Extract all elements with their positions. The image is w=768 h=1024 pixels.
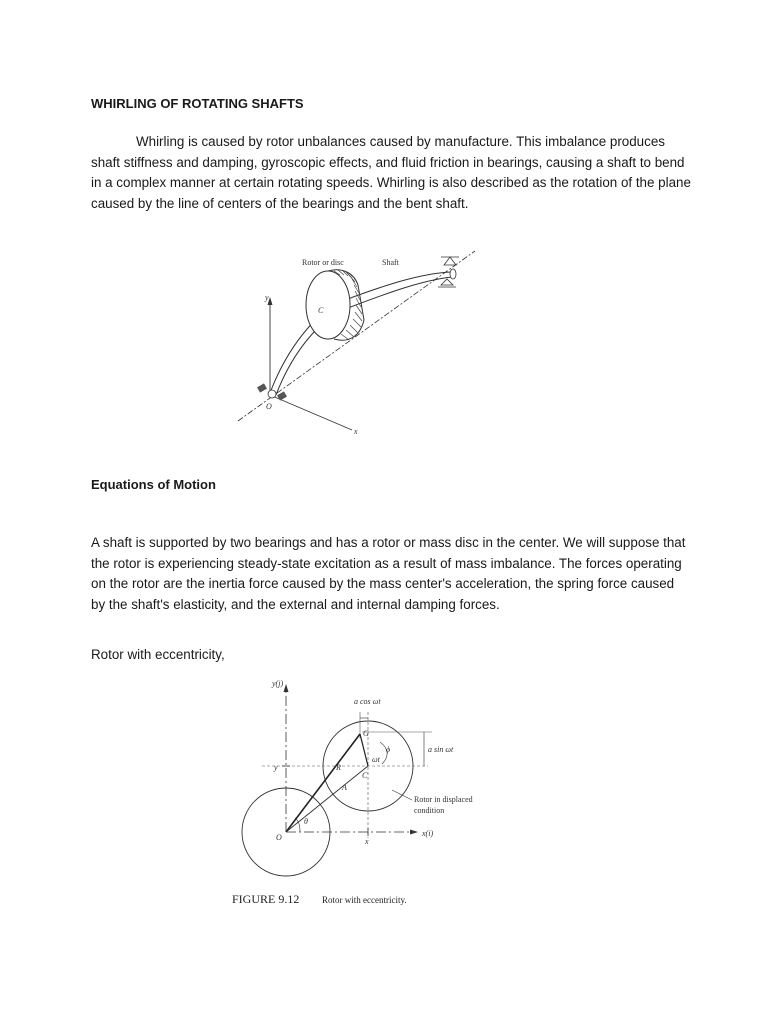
y-j-label: y(j) [272,679,284,688]
rotor-label: Rotor or disc [302,258,344,267]
cg-line [360,734,368,766]
x-axis [270,395,352,430]
displaced-leader [392,790,412,800]
rotor-eccentricity-figure [232,672,512,912]
figure-caption: Rotor with eccentricity. [322,895,407,905]
x-i-label: x(i) [422,829,434,838]
acos-label: a cos ωt [354,697,381,706]
c-label: C [362,771,368,780]
o-label: O [276,833,282,842]
fig2-x-arrow [410,830,418,835]
g-label: G [363,729,369,738]
fig2-y-arrow [284,684,289,692]
wt-label: ωt [372,755,380,764]
section-heading: Equations of Motion [91,477,216,492]
r-label: R [336,763,341,772]
shaft-upper-edge [270,272,452,393]
eccentricity-line: Rotor with eccentricity, [91,647,225,662]
y-label: y [265,293,269,302]
shaft-label: Shaft [382,258,399,267]
motion-paragraph: A shaft is supported by two bearings and has a rotor or mass disc in the center. We will suppose that the rotor is experiencing steady-state excitation as a result of mass imbalance. The forces operating on the rotor are the inertia force caused by the mass center's acceleration, the spring force caused by the shaft's elasticity, and the external and internal damping forces. [91,535,686,612]
whirling-shaft-figure [230,245,490,440]
x-label: x [354,427,358,436]
document-title: WHIRLING OF ROTATING SHAFTS [91,96,304,111]
figure-number: FIGURE 9.12 [232,892,300,906]
og-line [286,734,360,832]
a-label: A [342,783,347,792]
theta-label: θ [304,817,308,826]
center-c-label: C [318,306,324,315]
displaced-label-line2: condition [414,806,445,815]
left-bearing [257,383,287,400]
intro-paragraph: Whirling is caused by rotor unbalances caused by manufacture. This imbalance produces shaft stiffness and damping, gyroscopic effects, and fluid friction in bearings, causing a shaft to bend in a complex manner at certain rotating speeds. Whirling is also described as the rotation of the plane caused by the line of centers of the bearings and the bent shaft. [91,134,691,211]
y-value-label: y [274,763,278,772]
displaced-label-line1: Rotor in displaced [414,795,473,804]
phi-label: ϕ [386,745,391,754]
rotor-disc-face [306,271,350,339]
asin-label: a sin ωt [428,745,454,754]
x-value-label: x [365,837,369,846]
origin-o-label: O [266,402,272,411]
shaft-lower-edge [276,277,452,395]
